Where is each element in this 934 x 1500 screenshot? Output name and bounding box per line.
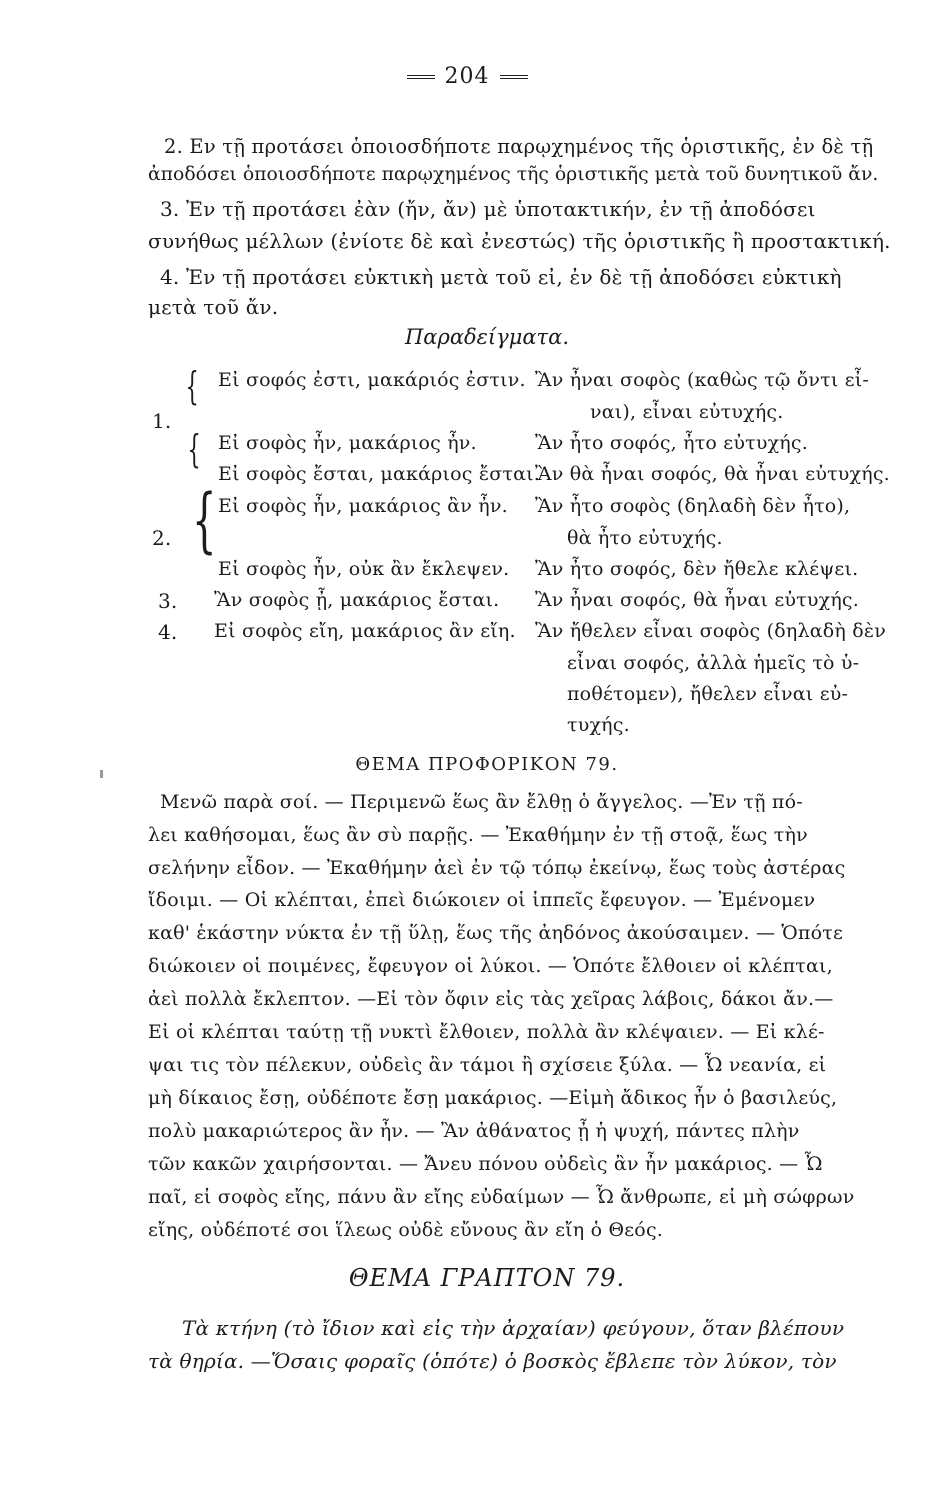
- example-number: 3.: [158, 589, 178, 613]
- oral-text-line: Μενῶ παρὰ σοί. — Περιμενῶ ἕως ἂν ἔλθῃ ὁ ἄγγελος. —Ἐν τῇ πό-: [160, 791, 803, 813]
- example-number: 1.: [152, 409, 172, 433]
- header-rule-right: [500, 75, 528, 79]
- example-number: 2.: [152, 526, 172, 550]
- page-number: 204: [444, 64, 490, 89]
- rule-line: συνήθως μέλλων (ἐνίοτε δὲ καὶ ἐνεστώς) τῆς ὁριστικῆς ἢ προστακτική.: [148, 229, 891, 253]
- oral-text-line: λει καθήσομαι, ἕως ἂν σὺ παρῇς. — Ἐκαθήμην ἐν τῇ στοᾷ, ἕως τὴν: [148, 824, 808, 846]
- oral-text-line: σελήνην εἶδον. — Ἐκαθήμην ἀεὶ ἐν τῷ τόπῳ ἐκείνῳ, ἕως τοὺς ἀστέρας: [148, 857, 846, 879]
- oral-text-line: καθ' ἑκάστην νύκτα ἐν τῇ ὕλῃ, ἕως τῆς ἀηδόνος ἀκούσαιμεν. — Ὁπότε: [148, 922, 844, 944]
- example-translation: Ἂν θὰ ἦναι σοφός, θὰ ἦναι εὐτυχής.: [535, 463, 890, 485]
- example-translation: Ἂν ἤθελεν εἶναι σοφὸς (δηλαδὴ δὲν: [535, 620, 886, 642]
- rule-line: ἀποδόσει ὁποιοσδήποτε παρῳχημένος τῆς ὁριστικῆς μετὰ τοῦ δυνητικοῦ ἄν.: [148, 164, 879, 185]
- oral-text-line: ἴδοιμι. — Οἱ κλέπται, ἐπεὶ διώκοιεν οἱ ἱππεῖς ἔφευγον. — Ἐμένομεν: [148, 889, 816, 911]
- oral-text-line: πολὺ μακαριώτερος ἂν ἦν. — Ἂν ἀθάνατος ᾖ ἡ ψυχή, πάντες πλὴν: [148, 1120, 800, 1142]
- rule-line: μετὰ τοῦ ἄν.: [148, 295, 279, 319]
- oral-text-line: ψαι τις τὸν πέλεκυν, οὐδεὶς ἂν τάμοι ἢ σχίσειε ξύλα. — Ὦ νεανία, εἰ: [148, 1054, 827, 1076]
- example-translation: Ἂν ἦτο σοφός, ἦτο εὐτυχής.: [535, 432, 808, 454]
- example-greek: Εἰ σοφός ἐστι, μακάριός ἐστιν.: [218, 369, 526, 391]
- brace-mark: {: [192, 479, 217, 561]
- example-greek: Εἰ σοφὸς ἦν, μακάριος ἂν ἦν.: [218, 495, 508, 517]
- example-translation: Ἂν ἦτο σοφὸς (δηλαδὴ δὲν ἦτο),: [535, 495, 851, 517]
- example-translation: Ἂν ἦναι σοφός, θὰ ἦναι εὐτυχής.: [535, 589, 860, 611]
- oral-text-line: ἀεὶ πολλὰ ἔκλεπτον. —Εἰ τὸν ὄφιν εἰς τὰς χεῖρας λάβοις, δάκοι ἄν.—: [148, 988, 834, 1010]
- example-translation-cont: ποθέτομεν), ἤθελεν εἶναι εὐ-: [567, 683, 849, 705]
- rule-line: 2. Εν τῇ προτάσει ὁποιοσδήποτε παρῳχημένος τῆς ὁριστικῆς, ἐν δὲ τῇ: [164, 135, 874, 158]
- rule-line: 3. Ἐν τῇ προτάσει ἐὰν (ἤν, ἄν) μὲ ὑποτακτικήν, ἐν τῇ ἀποδόσει: [160, 197, 816, 221]
- page-mark: [100, 770, 103, 778]
- example-translation-cont: θὰ ἦτο εὐτυχής.: [567, 527, 723, 549]
- examples-heading: Παραδείγματα.: [404, 325, 570, 349]
- oral-text-line: εἴης, οὐδέποτέ σοι ἵλεως οὐδὲ εὔνους ἂν εἴη ὁ Θεός.: [148, 1219, 664, 1241]
- example-translation-cont: τυχής.: [567, 714, 630, 736]
- example-translation: Ἂν ἦναι σοφὸς (καθὼς τῷ ὄντι εἶ-: [535, 369, 870, 391]
- written-text-line: Τὰ κτήνη (τὸ ἴδιον καὶ εἰς τὴν ἀρχαίαν) φεύγουν, ὅταν βλέπουν: [182, 1316, 845, 1340]
- oral-text-line: Εἰ οἱ κλέπται ταύτῃ τῇ νυκτὶ ἔλθοιεν, πολλὰ ἂν κλέψαιεν. — Εἰ κλέ-: [148, 1021, 825, 1043]
- example-translation-cont: ναι), εἶναι εὐτυχής.: [590, 401, 784, 423]
- example-greek: Εἰ σοφὸς ἔσται, μακάριος ἔσται.: [218, 463, 541, 485]
- example-greek: Εἰ σοφὸς ἦν, μακάριος ἦν.: [218, 432, 477, 454]
- oral-exercise-heading: ΘΕΜΑ ΠΡΟΦΟΡΙΚΟΝ 79.: [355, 754, 619, 775]
- example-greek: Εἰ σοφὸς εἴη, μακάριος ἂν εἴη.: [214, 620, 516, 642]
- oral-text-line: μὴ δίκαιος ἔσῃ, οὐδέποτε ἔσῃ μακάριος. —Εἰμὴ ἄδικος ἦν ὁ βασιλεύς,: [148, 1087, 838, 1109]
- oral-text-line: παῖ, εἰ σοφὸς εἴης, πάνυ ἂν εἴης εὐδαίμων — Ὦ ἄνθρωπε, εἰ μὴ σώφρων: [148, 1186, 855, 1208]
- example-greek: Ἂν σοφὸς ᾖ, μακάριος ἔσται.: [214, 589, 500, 611]
- brace-mark: {: [185, 364, 199, 408]
- written-text-line: τὰ θηρία. —Ὅσαις φοραῖς (ὁπότε) ὁ βοσκὸς ἔβλεπε τὸν λύκον, τὸν: [148, 1349, 837, 1373]
- example-number: 4.: [158, 620, 178, 644]
- rule-line: 4. Ἐν τῇ προτάσει εὐκτικὴ μετὰ τοῦ εἰ, ἐν δὲ τῇ ἀποδόσει εὐκτικὴ: [160, 265, 842, 289]
- header-rule-left: [407, 75, 435, 79]
- brace-mark: {: [187, 427, 201, 471]
- example-translation: Ἂν ἦτο σοφός, δὲν ἤθελε κλέψει.: [535, 558, 859, 580]
- written-exercise-heading: ΘΕΜΑ ΓΡΑΠΤΟΝ 79.: [348, 1264, 626, 1292]
- oral-text-line: τῶν κακῶν χαιρήσονται. — Ἄνευ πόνου οὐδεὶς ἂν ἦν μακάριος. — Ὦ: [148, 1153, 823, 1175]
- oral-text-line: διώκοιεν οἱ ποιμένες, ἔφευγον οἱ λύκοι. — Ὁπότε ἔλθοιεν οἱ κλέπται,: [148, 955, 833, 977]
- example-translation-cont: εἶναι σοφός, ἀλλὰ ἡμεῖς τὸ ὑ-: [567, 652, 860, 674]
- page-header: [0, 64, 934, 89]
- example-greek: Εἰ σοφὸς ἦν, οὐκ ἂν ἔκλεψεν.: [218, 558, 510, 580]
